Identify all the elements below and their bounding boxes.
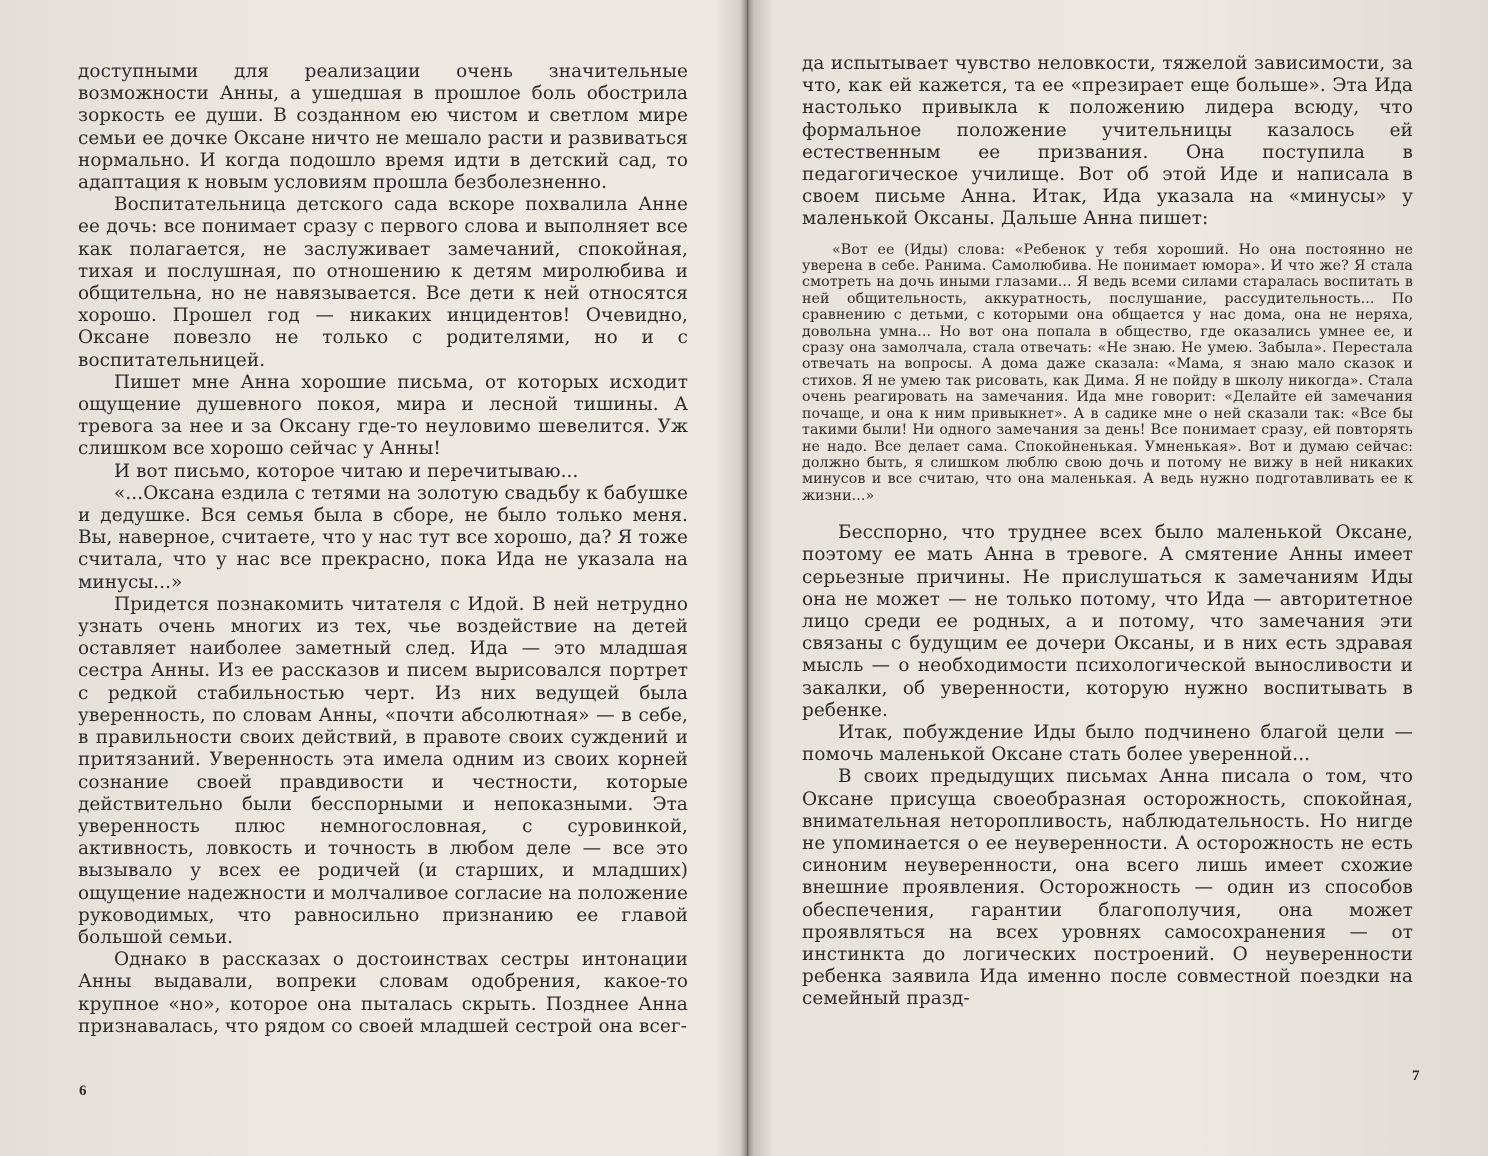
- right-intro-paragraph: да испытывает чувство неловкости, тяжелой зависимости, за что, как ей кажется, та ее «презирает еще больше». Эта Ида настолько привыкла к положению лидера всюду, что формальное положение учительницы казалось ей естественным ее призвания. Она поступила в педагогическое училище. Вот об этой Иде и написала в своем письме Анна. Итак, Ида указала на «минусы» у маленькой Оксаны. Дальше Анна пишет:: [802, 53, 1413, 230]
- left-paragraph-7: Однако в рассказах о достоинствах сестры интонации Анны выдавали, вопреки словам одобрения, какое-то крупное «но», которое она пыталась скрыть. Позднее Анна признавалась, что рядом со своей младшей сестрой она всег-: [78, 949, 688, 1037]
- left-paragraph-5: «...Оксана ездила с тетями на золотую свадьбу к бабушке и дедушке. Вся семья была в сборе, не было только меня. Вы, наверное, считаете, что у нас тут все хорошо, да? Я тоже считала, что у нас все прекрасно, пока Ида не указала на минусы...»: [78, 482, 688, 593]
- letter-quote: «Вот ее (Иды) слова: «Ребенок у тебя хороший. Но она постоянно не уверена в себе. Ранима. Самолюбива. Не понимает юмора». И что же? Я стала смотреть на дочь иными глазами... Я ведь всеми силами старалась воспитать в ней общительность, аккуратность, послушание, рассудительность... По сравнению с детьми, с которыми она общается у нас дома, она не неряха, довольна умна... Но вот она попала в общество, где оказались умнее ее, и сразу она замолчала, стала отвечать: «Не знаю. Не умею. Забыла». Перестала отвечать на вопросы. А дома даже сказала: «Мама, я знаю мало сказок и стихов. Я не умею так рисовать, как Дима. Я не пойду в школу никогда». Стала очень реагировать на замечания. Ида мне говорит: «Делайте ей замечания почаще, и она к ним привыкнет». А в садике мне о ней сказали так: «Все бы такими были! Ни одного замечания за день! Все понимает сразу, ей повторять не надо. Все делает сама. Спокойненькая. Умненькая». Вот и думаю сейчас: должно быть, я слишком люблю свою дочь и потому не вижу в ней никаких минусов и все считаю, что она маленькая. А ведь нужно подготавливать ее к жизни...»: [802, 241, 1413, 504]
- right-page-text: [802, 53, 1413, 1011]
- left-paragraph-2: Воспитательница детского сада вскоре похвалила Анне ее дочь: все понимает сразу с первого слова и выполняет все как полагается, не заслуживает замечаний, спокойная, тихая и послушная, по отношению к детям миролюбива и общительна, но не навязывается. Все дети к ней относятся хорошо. Прошел год — никаких инцидентов! Очевидно, Оксане повезло не только с родителями, но и с воспитательницей.: [78, 194, 688, 371]
- left-page-text: [78, 61, 688, 1038]
- left-page-number: 6: [79, 1083, 87, 1099]
- left-paragraph-1: доступными для реализации очень значительные возможности Анны, а ушедшая в прошлое боль обострила зоркость ее души. В созданном ею чистом и светлом мире семьи ее дочке Оксане ничто не мешало расти и развиваться нормально. И когда подошло время идти в детский сад, то адаптация к новым условиям прошла безболезненно.: [78, 61, 688, 194]
- right-page-number: 7: [1412, 1068, 1420, 1084]
- right-paragraph-3: В своих предыдущих письмах Анна писала о том, что Оксане присуща своеобразная осторожность, спокойная, внимательная неторопливость, наблюдательность. Но нигде не упоминается о ее неуверенности. А осторожность не есть синоним неуверенности, она всего лишь имеет схожие внешние проявления. Осторожность — один из способов обеспечения, гарантии благополучия, она может проявляться на всех уровнях самосохранения — от инстинкта до логических построений. О неуверенности ребенка заявила Ида именно после совместной поездки на семейный празд-: [802, 766, 1413, 1010]
- right-paragraph-2: Итак, побуждение Иды было подчинено благой цели — помочь маленькой Оксане стать более уверенной...: [802, 721, 1413, 766]
- right-page: [752, 0, 1488, 1156]
- left-paragraph-6: Придется познакомить читателя с Идой. В ней нетрудно узнать очень многих из тех, чье воздействие на детей оставляет наиболее заметный след. Ида — это младшая сестра Анны. Из ее рассказов и писем вырисовался портрет с редкой стабильностью черт. Из них ведущей была уверенность, по словам Анны, «почти абсолютная» — в себе, в правильности своих действий, в правоте своих суждений и притязаний. Уверенность эта имела одним из своих корней сознание своей правдивости и честности, которые действительно были бесспорными и непоказными. Эта уверенность плюс немногословная, с суровинкой, активность, ловкость и точность в любом деле — все это вызывало у всех ее родичей (и старших, и младших) ощущение надежности и молчаливое согласие на положение руководимых, что равносильно признанию ее главой большой семьи.: [78, 593, 688, 948]
- left-paragraph-3: Пишет мне Анна хорошие письма, от которых исходит ощущение душевного покоя, мира и лесной тишины. А тревога за нее и за Оксану где-то неуловимо шевелится. Уж слишком все хорошо сейчас у Анны!: [78, 371, 688, 460]
- right-paragraph-1: Бесспорно, что труднее всех было маленькой Оксане, поэтому ее мать Анна в тревоге. А смятение Анны имеет серьезные причины. Не прислушаться к замечаниям Иды она не может — не только потому, что Ида — авторитетное лицо среди ее родных, а и потому, что замечания эти связаны с будущим ее дочери Оксаны, и в них есть здравая мысль — о необходимости психологической выносливости и закалки, об уверенности, которую нужно воспитывать в ребенке.: [802, 522, 1413, 721]
- left-paragraph-4: И вот письмо, которое читаю и перечитываю...: [114, 460, 579, 482]
